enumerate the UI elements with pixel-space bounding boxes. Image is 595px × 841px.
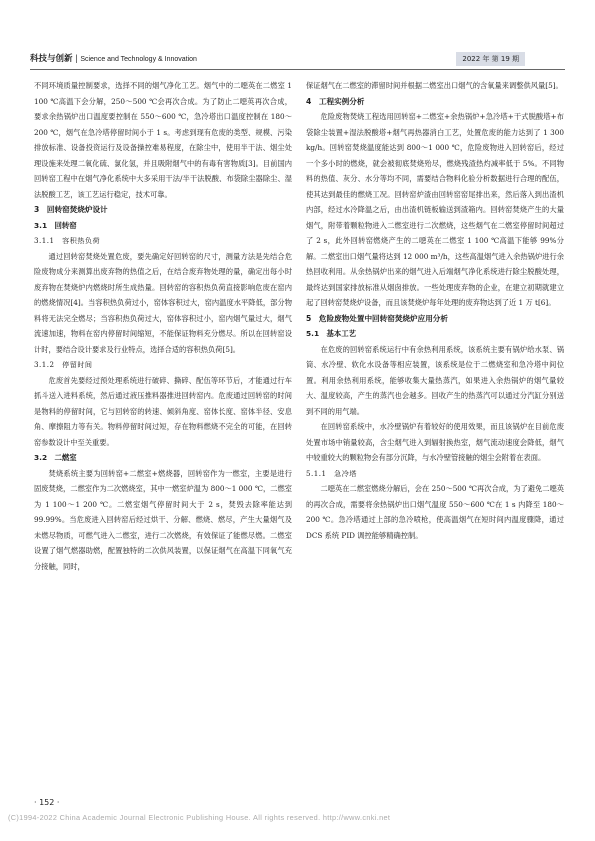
- journal-name: [30, 52, 197, 67]
- subsubsection-heading: 3.1.2 停留时间: [34, 360, 93, 369]
- section-heading: 3 回转窑焚烧炉设计: [34, 205, 108, 214]
- section-heading: 5 危险废物处置中回转窑焚烧炉应用分析: [306, 313, 448, 323]
- paragraph: 焚烧系统主要为回转窑+二燃室+燃烧器，回转窑作为一燃室，主要是进行固废焚烧，二燃室作为二次燃烧室，其中一燃室炉温为 800～1 000 ℃，二燃室为 1 100～1 200 ℃。二燃室烟气停留时间大于 2 s，焚毁去除率能达到 99.99%。当危废进入回转窑后经过烘干、分解、燃烧、燃尽，产生大量烟气及未燃尽物质，可燃气进入二燃室，进行二次燃烧，有效保证了能燃尽燃。二燃室设置了烟气燃器助燃，配置独特的二次供风装置，以保证烟气在高温下同氧气充分接触，同时，: [34, 468, 292, 571]
- subsection-heading: 3.2 二燃室: [34, 453, 77, 462]
- paragraph: 通过回转窑焚烧处置危废，要先确定好回转窑的尺寸，测量方法是先结合危险废物成分来测算出废弃物的热值之后，在结合废弃物处理的量，确定出每小时废弃物在焚烧炉内燃烧时所生成热量。回转窑的容积热负荷直接影响危废在窑内的燃烧情况[4]。当容积热负荷过小，窑体容积过大，窑内温度水平降低，部分物料将无法完全燃尽；当容积热负荷过大，窑体容积过小，窑内烟气量过大，烟气流速加速，物料在窑内停留时间缩短，不能保证物料充分燃尽。所以在回转窑设计时，要结合设计要求及行业特点，选择合适的容积热负荷[5]。: [34, 251, 292, 354]
- copyright-notice: (C)1994-2022 China Academic Journal Electronic Publishing House. All rights reserved. http://www.cnki.net: [8, 813, 391, 822]
- paragraph: 保证烟气在二燃室的滞留时间并根据二燃室出口烟气的含氧量来调整供风量[5]。: [306, 81, 563, 90]
- header-divider: [30, 69, 565, 70]
- journal-name-cn: 科技与创新: [30, 54, 73, 64]
- page-number: · 152 ·: [34, 798, 60, 807]
- section-heading: 4 工程实例分析: [306, 96, 365, 106]
- page-header: [30, 52, 565, 68]
- subsubsection-heading: 5.1.1 急冷塔: [306, 468, 357, 478]
- left-column: [34, 78, 292, 574]
- paragraph: 在危废的回转窑系统运行中有余热利用系统，该系统主要有锅炉给水泵、锅筒、水冷壁、软化水设备等相应装置，该系统是位于二燃烧室和急冷塔中间位置。利用余热利用系统，能够收集大量热蒸汽，如果进入余热锅炉的烟气量较大、温度较高，产生的蒸汽也会越多。回收产生的热蒸汽可以通过分汽缸分别送到不同的用气端。: [306, 344, 564, 416]
- journal-name-en: Science and Technology & Innovation: [80, 56, 197, 63]
- issue-badge: 2022 年 第 19 期: [456, 52, 525, 66]
- journal-separator: |: [75, 54, 78, 63]
- subsubsection-heading: 3.1.1 容积热负荷: [34, 236, 101, 245]
- subsection-heading: 3.1 回转窑: [34, 220, 77, 230]
- right-column: [306, 78, 564, 543]
- paragraph: 危废首先要经过预处理系统进行破碎、撕碎、配伍等环节后，才能通过行车抓斗送入进料系统，然后通过液压推料器推进回转窑内。危废通过回转窑的时间是物料的停留时间，它与回转窑的转速、倾斜角度、窑体长度、窑体半径、安息角、摩擦阻力等有关。物料停留时间过短，存在物料燃烧不完全的可能，在回转窑参数设计中至关重要。: [34, 375, 292, 447]
- subsection-heading: 5.1 基本工艺: [306, 329, 357, 338]
- paragraph: 二噁英在二燃室燃烧分解后，会在 250～500 ℃再次合成，为了避免二噁英的再次合成，需要将余热锅炉出口烟气温度 550～600 ℃在 1 s 内降至 180～200 ℃。急冷塔通过上部的急冷喷枪，使高温烟气在短时间内温度骤降，通过 DCS 系统 PID 调控能够精确控制。: [306, 484, 564, 540]
- paragraph: 在回转窑系统中，水冷壁锅炉有着较好的使用效果，而且该锅炉在目前危废处置市场中销量较高，含尘烟气进入到辐射换热室，烟气流动速度会降低，烟气中较重较大的颗粒物会有部分沉降，与水冷壁管接触的烟尘会附着在表面。: [306, 422, 564, 462]
- paragraph: 危险废物焚烧工程选用回转窑+二燃室+余热锅炉+急冷塔+干式脱酸塔+布袋除尘装置+湿法脱酸塔+烟气再热器消白工艺，处置危废的能力达到了 1 300 kg/h。回转窑焚烧温度能达到 800～1 000 ℃，危险废物进入回转窑后，经过一个多小时的燃烧，就会被彻底焚烧殆尽，燃烧残渣热灼减率低于 5%。不同物料的热值、灰分、水分等均不同，需要结合物料化验分析数据进行合理的配伍，使其达到最佳的燃烧工况。回转窑炉渣由回转窑窑尾排出来，然后落入到出渣机内部，经过水冷降温之后，由出渣机链板输送到渣箱内。回转窑焚烧产生的大量烟气，附带着颗粒物进入二燃室进行二次燃烧，这些烟气在二燃室停留时间超过了 2 s，此外回转窑燃烧产生的二噁英在二燃室 1 100 ℃高温下能够 99%分解。二燃室出口烟气量将达到 12 000 m³/h，这些高温烟气进入余热锅炉进行余热回收利用。从余热锅炉出来的烟气进入后端烟气净化系统进行除尘脱酸处理，最终达到国家排放标准从烟囱排放。一些处理废弃物的企业，在建立初期就建立起了回转窑焚烧炉设备，而且该焚烧炉每年处理的废弃物达到了近 1 万 t[6]。: [306, 112, 564, 307]
- paragraph: 不同环境质量控制要求，选择不同的烟气净化工艺。烟气中的二噁英在二燃室 1 100 ℃高温下会分解，250～500 ℃会再次合成。为了防止二噁英再次合成，要求余热锅炉出口温度要控制在 550～600 ℃，急冷塔出口温度控制在 180～200 ℃，烟气在急冷塔停留时间小于 1 s。考虑到现有危废的类型、规模、污染排放标准、设备投资运行及设备操控难易程度，在除尘中，使用半干法、烟尘处理设施来处理二氧化硫、氯化氢，并且吸附烟气中的有毒有害物质[3]。目前国内回转窑工程中在烟气净化系统中大多采用干法/半干法脱酸、布袋除尘器除尘、湿法脱酸工艺，该工艺运行稳定，技术可靠。: [34, 81, 292, 199]
